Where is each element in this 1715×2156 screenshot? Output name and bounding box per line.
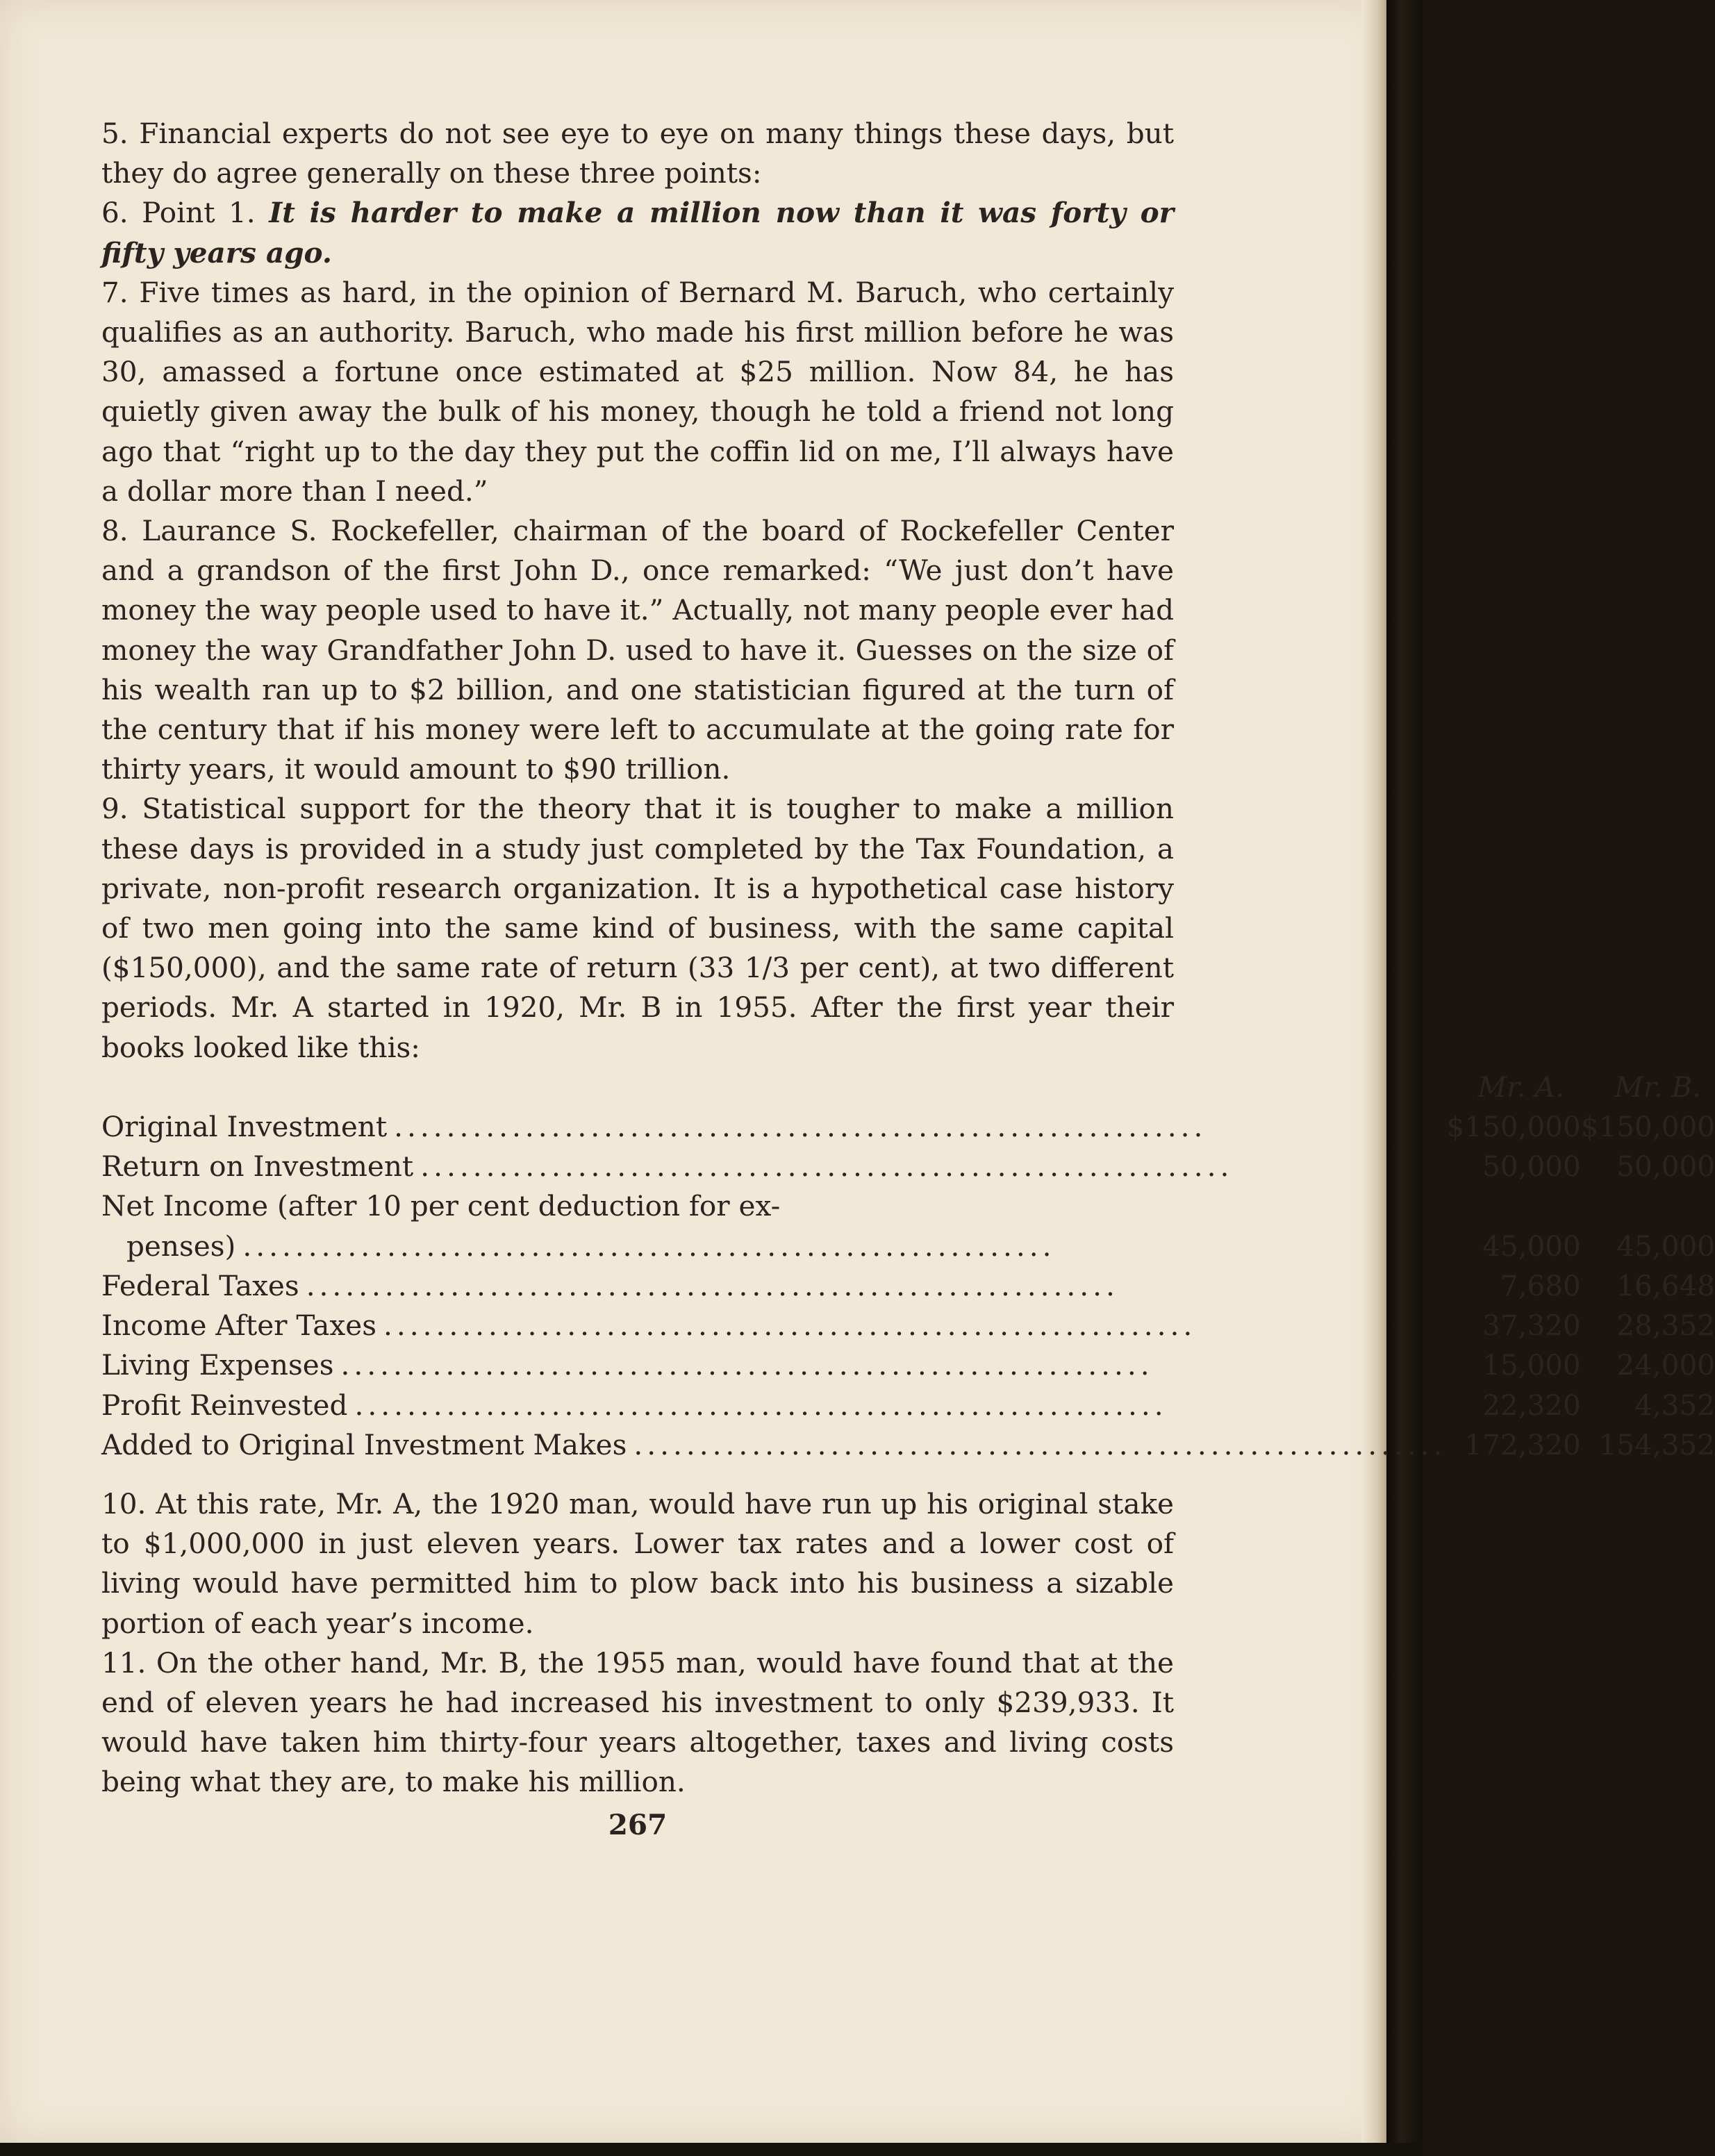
dot-leader: .............................................................. <box>306 1268 1119 1302</box>
row-value-mr-a: 172,320 <box>1464 1427 1581 1461</box>
table-header-row <box>101 1068 1715 1107</box>
paragraph-11: 11. On the other hand, Mr. B, the 1955 man, would have found that at the end of eleven years he had increased his investment to only $239,933. It would have taken him thirty-four years altogether, taxes and living costs being what they are, to make his million. <box>101 1645 1174 1799</box>
table-row <box>101 1425 1715 1465</box>
dot-leader: .............................................................. <box>633 1427 1447 1461</box>
dot-leader: .............................................................. <box>394 1110 1207 1144</box>
books-comparison-table <box>101 1068 1715 1465</box>
row-label: Living Expenses <box>101 1348 334 1382</box>
paragraph-5: 5. Financial experts do not see eye to eye on many things these days, but they do agree generally on these three points: <box>101 117 1174 190</box>
row-value-mr-b: 50,000 <box>1616 1150 1715 1184</box>
dot-leader: .............................................................. <box>420 1150 1234 1184</box>
row-label: Federal Taxes <box>101 1268 299 1302</box>
dot-leader: .............................................................. <box>383 1309 1197 1343</box>
row-value-mr-a: 37,320 <box>1482 1309 1581 1343</box>
text-block <box>101 114 1715 1845</box>
row-value-mr-a: 50,000 <box>1482 1150 1581 1184</box>
paragraph-6-lead: 6. Point 1. <box>101 196 270 230</box>
paragraph-8: 8. Laurance S. Rockefeller, chairman of the board of Rockefeller Center and a grandson of the first John D., once remarked: “We just don’t have money the way people used to have it.” Actually, not many people ever had money the way Grandfather John D. used to have it. Guesses on the size of his wealth ran up to $2 billion, and one statistician figured at the turn of the century that if his money were left to accumulate at the going rate for thirty years, it would amount to $90 trillion. <box>101 514 1174 786</box>
dot-leader: .............................................................. <box>242 1229 1056 1263</box>
row-value-mr-a: $150,000 <box>1446 1110 1581 1144</box>
row-value-mr-b: 45,000 <box>1616 1229 1715 1263</box>
table-row <box>101 1186 1715 1266</box>
table-row <box>101 1266 1715 1306</box>
page-number: 267 <box>608 1807 668 1841</box>
page-bottom-shadow <box>0 2143 1423 2156</box>
row-label: Original Investment <box>101 1110 388 1144</box>
row-value-mr-b: 16,648 <box>1616 1268 1715 1302</box>
row-value-mr-a: 45,000 <box>1482 1229 1581 1263</box>
table-row <box>101 1345 1715 1385</box>
paragraph-6-emphasis: It is harder to make a million now than it was forty or fifty years ago. <box>101 196 1174 270</box>
row-value-mr-b: $150,000 <box>1580 1110 1715 1144</box>
table-row <box>101 1107 1715 1147</box>
table-row <box>101 1306 1715 1345</box>
row-value-mr-b: 154,352 <box>1598 1427 1715 1461</box>
column-header-mr-a: Mr. A. <box>1477 1070 1564 1104</box>
paragraph-7: 7. Five times as hard, in the opinion of Bernard M. Baruch, who certainly qualifies as an authority. Baruch, who made his first million before he was 30, amassed a fortune once estimated at $25 million. Now 84, he has quietly given away the bulk of his money, though he told a friend not long ago that “right up to the day they put the coffin lid on me, I’ll always have a dollar more than I need.” <box>101 275 1174 508</box>
row-value-mr-a: 7,680 <box>1500 1268 1581 1302</box>
row-value-mr-b: 28,352 <box>1616 1309 1715 1343</box>
dot-leader: .............................................................. <box>340 1348 1154 1382</box>
row-label: Added to Original Investment Makes <box>101 1427 627 1461</box>
paragraph-10: 10. At this rate, Mr. A, the 1920 man, would have run up his original stake to $1,000,000 in just eleven years. Lower tax rates and a lower cost of living would have permitted him to plow back into his business a sizable portion of each year’s income. <box>101 1486 1174 1640</box>
row-label: Profit Reinvested <box>101 1388 348 1422</box>
row-value-mr-b: 24,000 <box>1616 1348 1715 1382</box>
paragraph-9: 9. Statistical support for the theory that it is tougher to make a million these days is provided in a study just completed by the Tax Foundation, a private, non-profit research organization. It is a hypothetical case history of two men going into the same kind of business, with the same capital ($150,000), and the same rate of return (33 1/3 per cent), at two different periods. Mr. A started in 1920, Mr. B in 1955. After the first year their books looked like this: <box>101 792 1174 1064</box>
row-label-line-1: Net Income (after 10 per cent deduction for ex- <box>101 1189 781 1223</box>
row-label: Return on Investment <box>101 1150 414 1184</box>
paragraph-6 <box>101 193 1174 272</box>
dot-leader: .............................................................. <box>354 1388 1168 1422</box>
row-value-mr-a: 15,000 <box>1482 1348 1581 1382</box>
row-label-line-2: penses) <box>126 1229 236 1263</box>
table-row <box>101 1386 1715 1425</box>
row-label: Income After Taxes <box>101 1309 377 1343</box>
spacer <box>101 1465 1174 1484</box>
column-header-mr-b: Mr. B. <box>1614 1070 1702 1104</box>
row-value-mr-a: 22,320 <box>1482 1388 1581 1422</box>
table-row <box>101 1147 1715 1186</box>
row-value-mr-b: 4,352 <box>1634 1388 1715 1422</box>
